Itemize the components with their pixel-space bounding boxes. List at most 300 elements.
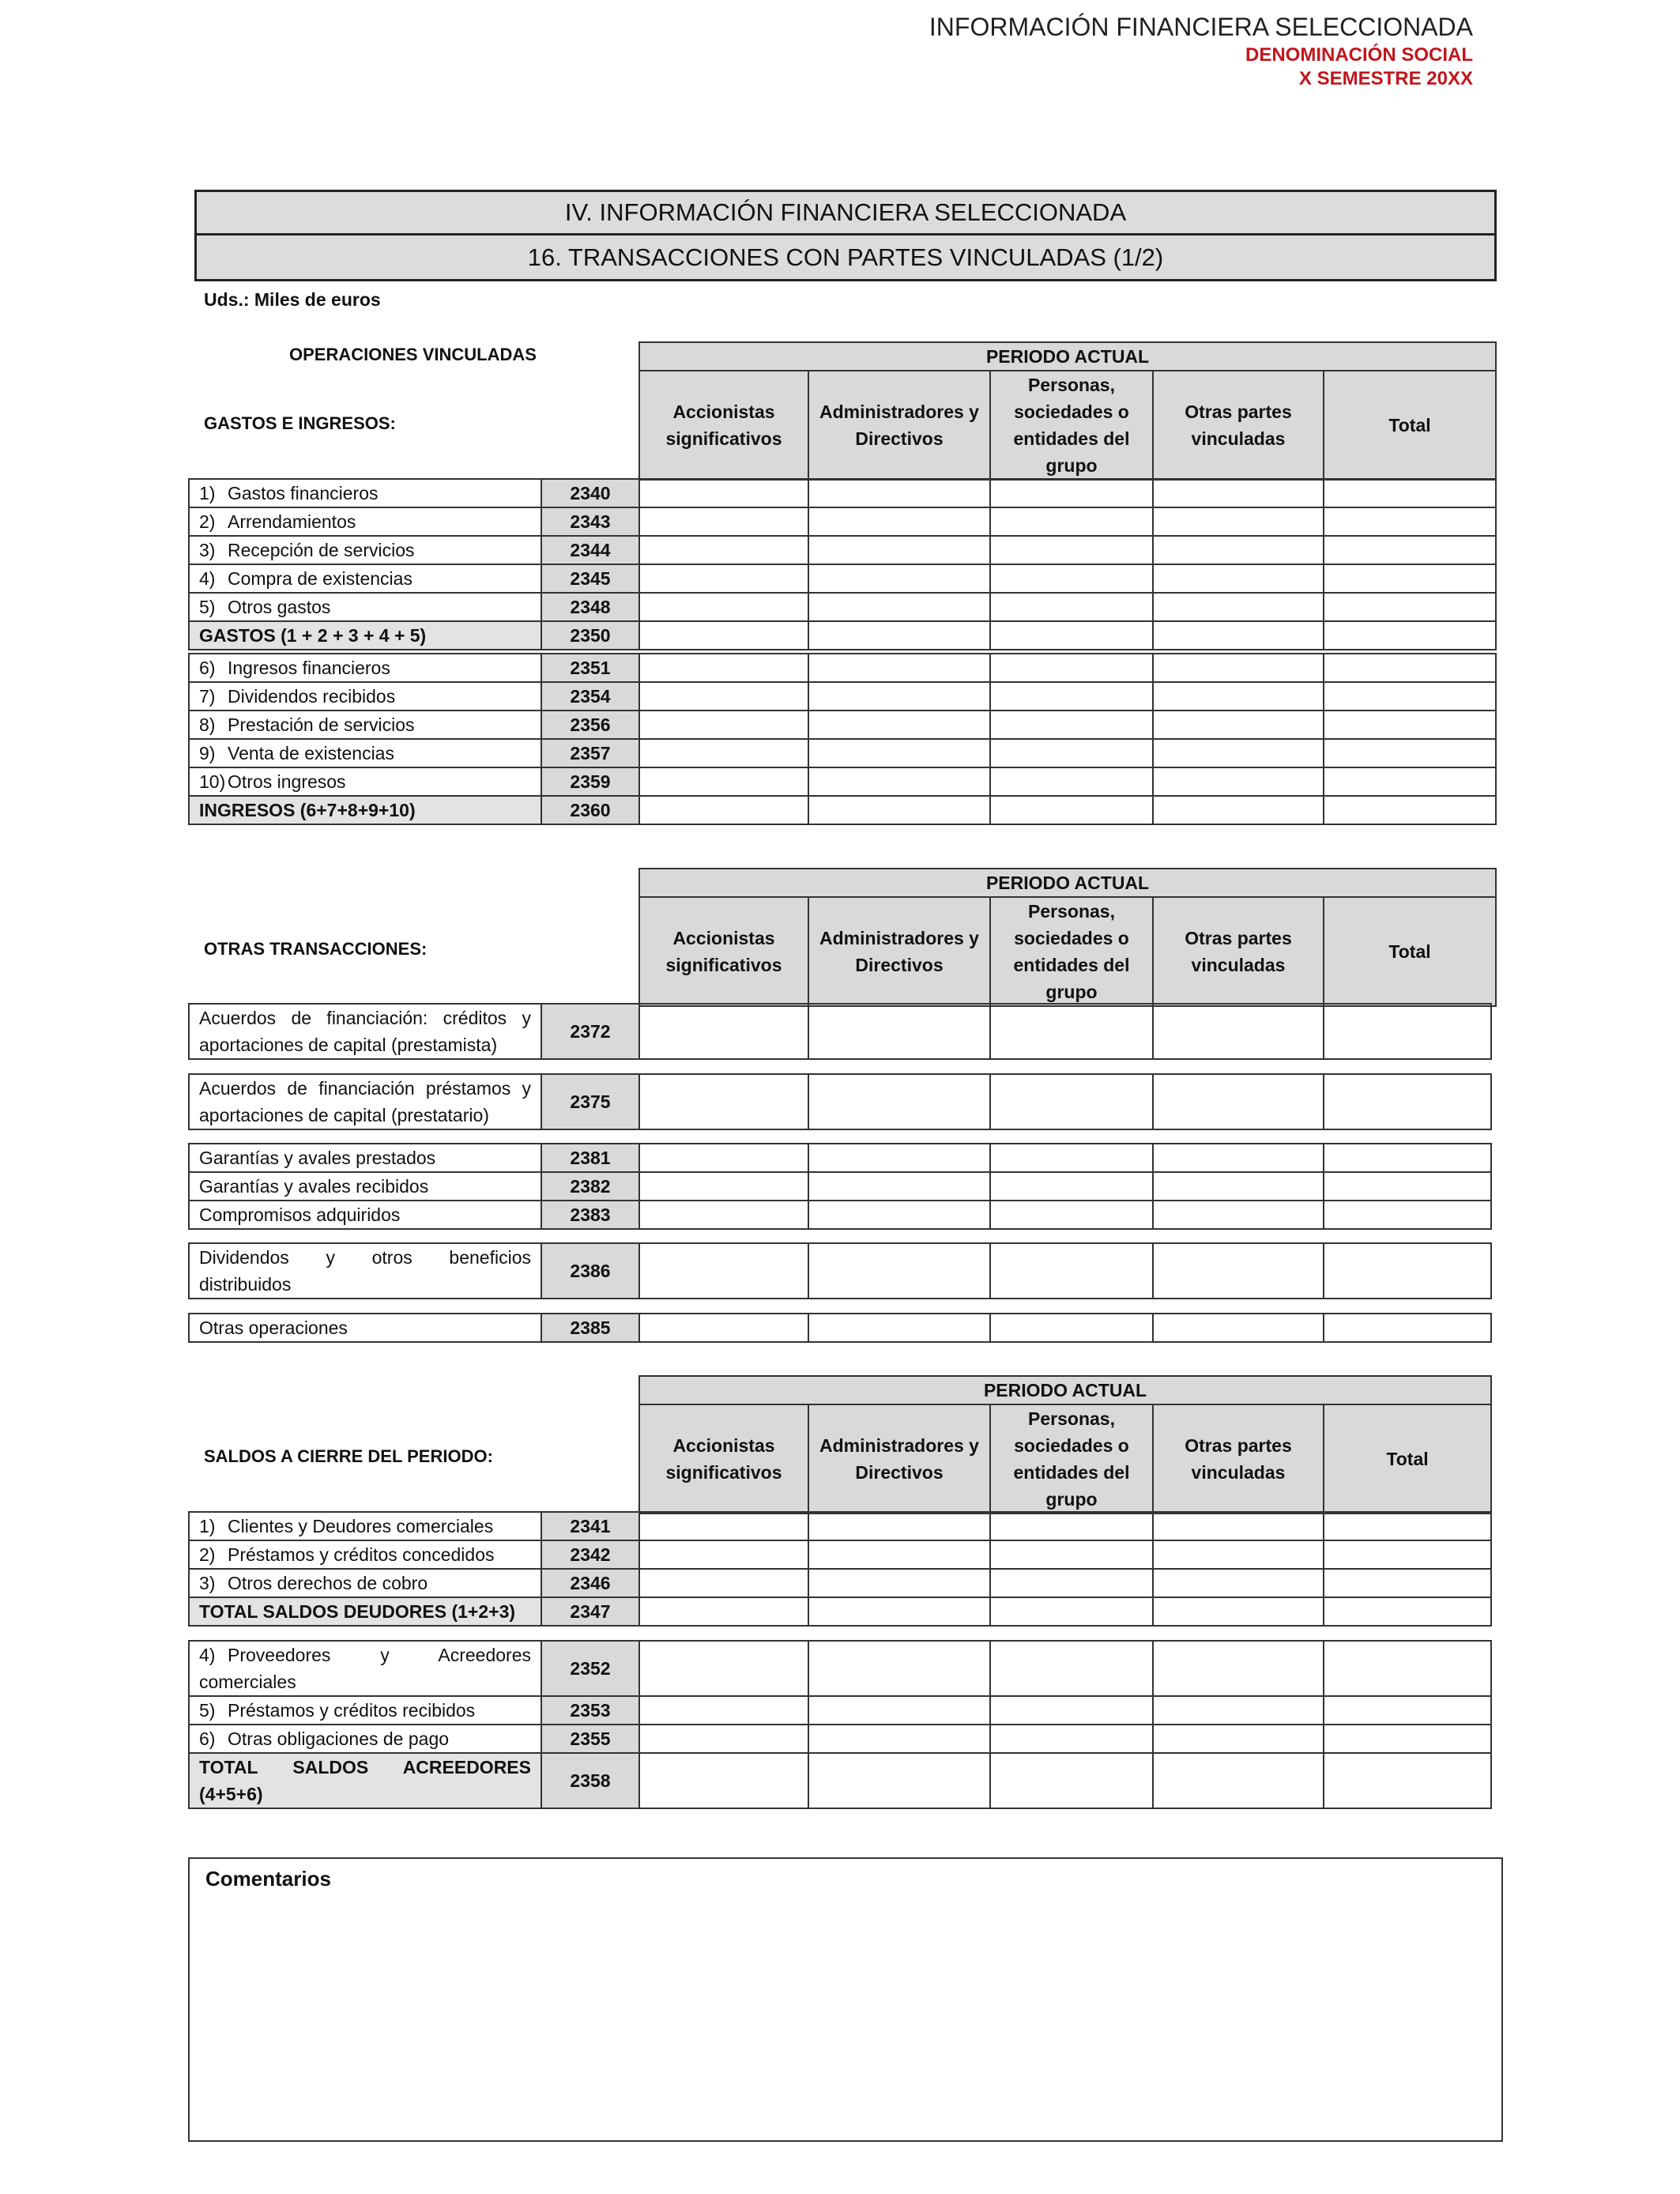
row-code: 2372 bbox=[541, 1004, 639, 1059]
value-cell-accionistas[interactable] bbox=[639, 1074, 808, 1129]
value-cell-administradores[interactable] bbox=[808, 1753, 990, 1808]
row-label-text: Gastos financieros bbox=[228, 482, 379, 503]
value-cell-grupo[interactable] bbox=[990, 479, 1153, 507]
value-cell-accionistas[interactable] bbox=[639, 711, 808, 739]
value-cell-accionistas[interactable] bbox=[639, 1004, 808, 1059]
value-cell-grupo[interactable] bbox=[990, 739, 1153, 767]
row-label bbox=[189, 739, 541, 767]
row-number: 7) bbox=[199, 685, 216, 707]
value-cell-accionistas[interactable] bbox=[639, 507, 808, 536]
period-header: PERIODO ACTUAL bbox=[639, 1376, 1491, 1404]
table-row bbox=[189, 654, 1496, 682]
row-number: 3) bbox=[199, 1572, 216, 1593]
value-cell-administradores[interactable] bbox=[808, 1074, 990, 1129]
table-row bbox=[189, 1172, 1491, 1201]
row-label bbox=[189, 1243, 541, 1299]
value-cell-grupo[interactable] bbox=[990, 1314, 1153, 1342]
row-label bbox=[189, 1540, 541, 1569]
value-cell-accionistas[interactable] bbox=[639, 479, 808, 507]
row-label-text: Ingresos financieros bbox=[228, 657, 390, 678]
value-cell-accionistas[interactable] bbox=[639, 1725, 808, 1753]
value-cell-total[interactable] bbox=[1324, 1569, 1491, 1597]
row-code: 2356 bbox=[541, 711, 639, 739]
row-code: 2382 bbox=[541, 1172, 639, 1201]
row-number: 6) bbox=[199, 1728, 216, 1749]
row-number: 1) bbox=[199, 482, 216, 503]
value-cell-otras[interactable] bbox=[1153, 536, 1324, 564]
value-cell-otras[interactable] bbox=[1153, 1753, 1324, 1808]
row-code: 2342 bbox=[541, 1540, 639, 1569]
value-cell-total[interactable] bbox=[1324, 1753, 1491, 1808]
value-cell-grupo[interactable] bbox=[990, 1753, 1153, 1808]
col-header-administradores: Administradores y Directivos bbox=[808, 897, 990, 1006]
value-cell-otras[interactable] bbox=[1153, 796, 1324, 824]
value-cell-total[interactable] bbox=[1324, 593, 1496, 621]
value-cell-accionistas[interactable] bbox=[639, 1569, 808, 1597]
table-row bbox=[189, 1540, 1491, 1569]
value-cell-accionistas[interactable] bbox=[639, 536, 808, 564]
row-code: 2381 bbox=[541, 1144, 639, 1172]
col-header-otras: Otras partes vinculadas bbox=[1153, 897, 1324, 1006]
row-label bbox=[189, 507, 541, 536]
otras-table-1 bbox=[188, 1003, 1492, 1060]
row-code: 2341 bbox=[541, 1512, 639, 1540]
value-cell-otras[interactable] bbox=[1153, 621, 1324, 650]
row-label-text: Préstamos y créditos recibidos bbox=[228, 1699, 476, 1721]
value-cell-accionistas[interactable] bbox=[639, 621, 808, 650]
table-row bbox=[189, 593, 1496, 621]
table-row bbox=[189, 1641, 1491, 1696]
row-label-text: Compra de existencias bbox=[228, 567, 412, 589]
value-cell-total[interactable] bbox=[1324, 1144, 1491, 1172]
otras-table-2 bbox=[188, 1073, 1492, 1130]
value-cell-administradores[interactable] bbox=[808, 682, 990, 711]
row-number: 10) bbox=[199, 771, 226, 792]
value-cell-total[interactable] bbox=[1324, 479, 1496, 507]
value-cell-accionistas[interactable] bbox=[639, 796, 808, 824]
value-cell-otras[interactable] bbox=[1153, 711, 1324, 739]
units-label: Uds.: Miles de euros bbox=[204, 289, 381, 310]
value-cell-total[interactable] bbox=[1324, 1597, 1491, 1626]
value-cell-administradores[interactable] bbox=[808, 654, 990, 682]
row-code: 2344 bbox=[541, 536, 639, 564]
table-row bbox=[189, 1753, 1491, 1808]
value-cell-grupo[interactable] bbox=[990, 1172, 1153, 1201]
row-label-text: Dividendos y otros beneficios distribuidos bbox=[199, 1247, 531, 1295]
otras-table-4 bbox=[188, 1242, 1492, 1299]
value-cell-total[interactable] bbox=[1324, 1696, 1491, 1725]
row-code: 2347 bbox=[541, 1597, 639, 1626]
row-code: 2355 bbox=[541, 1725, 639, 1753]
value-cell-total[interactable] bbox=[1324, 507, 1496, 536]
row-label bbox=[189, 1725, 541, 1753]
section1-heading: OPERACIONES VINCULADAS bbox=[289, 345, 537, 364]
row-label-text: Dividendos recibidos bbox=[228, 685, 396, 707]
value-cell-grupo[interactable] bbox=[990, 593, 1153, 621]
value-cell-administradores[interactable] bbox=[808, 739, 990, 767]
gastos-table bbox=[188, 478, 1497, 650]
col-header-otras: Otras partes vinculadas bbox=[1153, 1404, 1324, 1514]
value-cell-accionistas[interactable] bbox=[639, 1696, 808, 1725]
col-header-administradores: Administradores y Directivos bbox=[808, 371, 990, 480]
row-number: 2) bbox=[199, 511, 216, 532]
value-cell-accionistas[interactable] bbox=[639, 1597, 808, 1626]
value-cell-total[interactable] bbox=[1324, 1641, 1491, 1696]
value-cell-total[interactable] bbox=[1324, 739, 1496, 767]
value-cell-administradores[interactable] bbox=[808, 564, 990, 593]
value-cell-grupo[interactable] bbox=[990, 1540, 1153, 1569]
row-code: 2340 bbox=[541, 479, 639, 507]
value-cell-accionistas[interactable] bbox=[639, 593, 808, 621]
value-cell-total[interactable] bbox=[1324, 536, 1496, 564]
value-cell-otras[interactable] bbox=[1153, 1512, 1324, 1540]
col-header-administradores: Administradores y Directivos bbox=[808, 1404, 990, 1514]
value-cell-administradores[interactable] bbox=[808, 1201, 990, 1229]
table-row bbox=[189, 1314, 1491, 1342]
row-label bbox=[189, 1753, 541, 1808]
table-row bbox=[189, 1243, 1491, 1299]
value-cell-total[interactable] bbox=[1324, 1314, 1491, 1342]
row-label bbox=[189, 1074, 541, 1129]
row-number: 5) bbox=[199, 596, 216, 617]
value-cell-administradores[interactable] bbox=[808, 1144, 990, 1172]
value-cell-grupo[interactable] bbox=[990, 1725, 1153, 1753]
value-cell-administradores[interactable] bbox=[808, 621, 990, 650]
row-label bbox=[189, 1597, 541, 1626]
value-cell-otras[interactable] bbox=[1153, 1597, 1324, 1626]
value-cell-total[interactable] bbox=[1324, 1004, 1491, 1059]
row-label-text: Garantías y avales prestados bbox=[199, 1147, 436, 1168]
value-cell-total[interactable] bbox=[1324, 1243, 1491, 1299]
row-code: 2353 bbox=[541, 1696, 639, 1725]
row-code: 2343 bbox=[541, 507, 639, 536]
value-cell-total[interactable] bbox=[1324, 1074, 1491, 1129]
table-row bbox=[189, 1004, 1491, 1059]
row-label-text: Acuerdos de financiación: créditos y aportaciones de capital (prestamista) bbox=[199, 1008, 531, 1055]
table-row bbox=[189, 621, 1496, 650]
row-label-text: Otras obligaciones de pago bbox=[228, 1728, 450, 1749]
row-label-text: Clientes y Deudores comerciales bbox=[228, 1515, 494, 1536]
table-row bbox=[189, 564, 1496, 593]
row-number: 3) bbox=[199, 539, 216, 560]
row-label bbox=[189, 479, 541, 507]
value-cell-otras[interactable] bbox=[1153, 1725, 1324, 1753]
table-row bbox=[189, 796, 1496, 824]
col-header-otras: Otras partes vinculadas bbox=[1153, 371, 1324, 480]
value-cell-grupo[interactable] bbox=[990, 564, 1153, 593]
table-row bbox=[189, 767, 1496, 796]
value-cell-administradores[interactable] bbox=[808, 1004, 990, 1059]
row-label bbox=[189, 1641, 541, 1696]
row-label bbox=[189, 711, 541, 739]
period-header: PERIODO ACTUAL bbox=[639, 342, 1496, 371]
row-label-text: Otros ingresos bbox=[228, 771, 346, 792]
row-label-text: Otros derechos de cobro bbox=[228, 1572, 428, 1593]
value-cell-grupo[interactable] bbox=[990, 1569, 1153, 1597]
row-label bbox=[189, 1314, 541, 1342]
value-cell-total[interactable] bbox=[1324, 682, 1496, 711]
value-cell-otras[interactable] bbox=[1153, 1004, 1324, 1059]
value-cell-administradores[interactable] bbox=[808, 1243, 990, 1299]
row-code: 2348 bbox=[541, 593, 639, 621]
row-label bbox=[189, 654, 541, 682]
section-banner: IV. INFORMACIÓN FINANCIERA SELECCIONADA bbox=[194, 190, 1497, 236]
value-cell-grupo[interactable] bbox=[990, 536, 1153, 564]
value-cell-otras[interactable] bbox=[1153, 593, 1324, 621]
col-header-total: Total bbox=[1324, 371, 1496, 480]
row-label bbox=[189, 682, 541, 711]
value-cell-administradores[interactable] bbox=[808, 536, 990, 564]
value-cell-otras[interactable] bbox=[1153, 507, 1324, 536]
row-code: 2357 bbox=[541, 739, 639, 767]
value-cell-total[interactable] bbox=[1324, 1540, 1491, 1569]
value-cell-accionistas[interactable] bbox=[639, 1172, 808, 1201]
value-cell-administradores[interactable] bbox=[808, 711, 990, 739]
row-label-text: TOTAL SALDOS DEUDORES (1+2+3) bbox=[199, 1600, 516, 1622]
report-title: INFORMACIÓN FINANCIERA SELECCIONADA bbox=[929, 13, 1473, 41]
value-cell-accionistas[interactable] bbox=[639, 1144, 808, 1172]
value-cell-accionistas[interactable] bbox=[639, 1243, 808, 1299]
section3-column-header bbox=[638, 1375, 1492, 1514]
company-name: DENOMINACIÓN SOCIAL bbox=[1245, 44, 1473, 66]
value-cell-grupo[interactable] bbox=[990, 767, 1153, 796]
value-cell-total[interactable] bbox=[1324, 767, 1496, 796]
table-row bbox=[189, 1201, 1491, 1229]
value-cell-otras[interactable] bbox=[1153, 1172, 1324, 1201]
row-label-text: INGRESOS (6+7+8+9+10) bbox=[199, 799, 416, 820]
section1-subheading: GASTOS E INGRESOS: bbox=[204, 413, 396, 433]
table-row bbox=[189, 682, 1496, 711]
value-cell-accionistas[interactable] bbox=[639, 1641, 808, 1696]
value-cell-grupo[interactable] bbox=[990, 1004, 1153, 1059]
col-header-grupo: Personas, sociedades o entidades del grupo bbox=[990, 1404, 1153, 1514]
value-cell-administradores[interactable] bbox=[808, 1172, 990, 1201]
value-cell-accionistas[interactable] bbox=[639, 654, 808, 682]
row-label-text: Venta de existencias bbox=[228, 742, 394, 763]
value-cell-administradores[interactable] bbox=[808, 1641, 990, 1696]
value-cell-accionistas[interactable] bbox=[639, 1314, 808, 1342]
row-number: 4) bbox=[199, 1645, 216, 1665]
row-code: 2354 bbox=[541, 682, 639, 711]
value-cell-accionistas[interactable] bbox=[639, 1512, 808, 1540]
value-cell-accionistas[interactable] bbox=[639, 1540, 808, 1569]
value-cell-total[interactable] bbox=[1324, 796, 1496, 824]
table-row bbox=[189, 1144, 1491, 1172]
col-header-grupo: Personas, sociedades o entidades del grupo bbox=[990, 371, 1153, 480]
row-label bbox=[189, 564, 541, 593]
row-code: 2352 bbox=[541, 1641, 639, 1696]
col-header-accionistas: Accionistas significativos bbox=[639, 1404, 808, 1514]
value-cell-total[interactable] bbox=[1324, 711, 1496, 739]
row-label-text: Otros gastos bbox=[228, 596, 331, 617]
section2-subheading: OTRAS TRANSACCIONES: bbox=[204, 939, 428, 959]
value-cell-otras[interactable] bbox=[1153, 739, 1324, 767]
row-label-text: Acuerdos de financiación préstamos y aportaciones de capital (prestatario) bbox=[199, 1078, 531, 1125]
value-cell-administradores[interactable] bbox=[808, 1725, 990, 1753]
value-cell-otras[interactable] bbox=[1153, 767, 1324, 796]
value-cell-grupo[interactable] bbox=[990, 1512, 1153, 1540]
col-header-total: Total bbox=[1324, 1404, 1491, 1514]
value-cell-otras[interactable] bbox=[1153, 1540, 1324, 1569]
row-code: 2386 bbox=[541, 1243, 639, 1299]
value-cell-grupo[interactable] bbox=[990, 621, 1153, 650]
value-cell-accionistas[interactable] bbox=[639, 1753, 808, 1808]
row-label-text: Recepción de servicios bbox=[228, 539, 415, 560]
row-code: 2358 bbox=[541, 1753, 639, 1808]
value-cell-accionistas[interactable] bbox=[639, 767, 808, 796]
value-cell-otras[interactable] bbox=[1153, 1314, 1324, 1342]
value-cell-grupo[interactable] bbox=[990, 507, 1153, 536]
table-row bbox=[189, 1074, 1491, 1129]
row-label bbox=[189, 1172, 541, 1201]
row-code: 2375 bbox=[541, 1074, 639, 1129]
comments-box[interactable] bbox=[188, 1857, 1503, 2142]
row-label bbox=[189, 1144, 541, 1172]
otras-table-5 bbox=[188, 1313, 1492, 1343]
row-label-text: Arrendamientos bbox=[228, 511, 356, 532]
value-cell-otras[interactable] bbox=[1153, 1201, 1324, 1229]
value-cell-accionistas[interactable] bbox=[639, 564, 808, 593]
report-period: X SEMESTRE 20XX bbox=[1298, 68, 1473, 89]
row-label bbox=[189, 536, 541, 564]
row-code: 2359 bbox=[541, 767, 639, 796]
value-cell-administradores[interactable] bbox=[808, 1597, 990, 1626]
row-label bbox=[189, 767, 541, 796]
table-row bbox=[189, 507, 1496, 536]
row-label bbox=[189, 593, 541, 621]
value-cell-total[interactable] bbox=[1324, 564, 1496, 593]
row-label-text: Préstamos y créditos concedidos bbox=[228, 1544, 495, 1565]
row-code: 2350 bbox=[541, 621, 639, 650]
value-cell-administradores[interactable] bbox=[808, 1540, 990, 1569]
value-cell-accionistas[interactable] bbox=[639, 1201, 808, 1229]
row-label-text: Compromisos adquiridos bbox=[199, 1204, 401, 1225]
value-cell-otras[interactable] bbox=[1153, 1243, 1324, 1299]
table-row bbox=[189, 1512, 1491, 1540]
col-header-grupo: Personas, sociedades o entidades del grupo bbox=[990, 897, 1153, 1006]
value-cell-total[interactable] bbox=[1324, 1512, 1491, 1540]
value-cell-grupo[interactable] bbox=[990, 796, 1153, 824]
row-label bbox=[189, 796, 541, 824]
col-header-accionistas: Accionistas significativos bbox=[639, 371, 808, 480]
value-cell-administradores[interactable] bbox=[808, 1314, 990, 1342]
row-label-text: Garantías y avales recibidos bbox=[199, 1175, 429, 1197]
value-cell-otras[interactable] bbox=[1153, 479, 1324, 507]
value-cell-otras[interactable] bbox=[1153, 1074, 1324, 1129]
value-cell-administradores[interactable] bbox=[808, 1512, 990, 1540]
row-label bbox=[189, 621, 541, 650]
row-label bbox=[189, 1004, 541, 1059]
row-label bbox=[189, 1201, 541, 1229]
value-cell-total[interactable] bbox=[1324, 621, 1496, 650]
value-cell-administradores[interactable] bbox=[808, 767, 990, 796]
value-cell-administradores[interactable] bbox=[808, 1696, 990, 1725]
value-cell-otras[interactable] bbox=[1153, 1144, 1324, 1172]
ingresos-table bbox=[188, 653, 1497, 825]
value-cell-accionistas[interactable] bbox=[639, 739, 808, 767]
row-number: 1) bbox=[199, 1515, 216, 1536]
comments-title: Comentarios bbox=[205, 1867, 331, 1891]
row-number: 8) bbox=[199, 714, 216, 735]
value-cell-otras[interactable] bbox=[1153, 682, 1324, 711]
row-label bbox=[189, 1512, 541, 1540]
otras-table-3 bbox=[188, 1143, 1492, 1230]
value-cell-grupo[interactable] bbox=[990, 1074, 1153, 1129]
table-row bbox=[189, 479, 1496, 507]
value-cell-administradores[interactable] bbox=[808, 1569, 990, 1597]
value-cell-total[interactable] bbox=[1324, 1172, 1491, 1201]
row-number: 6) bbox=[199, 657, 216, 678]
value-cell-accionistas[interactable] bbox=[639, 682, 808, 711]
section2-column-header bbox=[638, 868, 1497, 1007]
table-row bbox=[189, 1597, 1491, 1626]
value-cell-otras[interactable] bbox=[1153, 564, 1324, 593]
section1-column-header bbox=[638, 341, 1497, 481]
value-cell-otras[interactable] bbox=[1153, 1569, 1324, 1597]
period-header: PERIODO ACTUAL bbox=[639, 869, 1496, 897]
table-row bbox=[189, 536, 1496, 564]
value-cell-grupo[interactable] bbox=[990, 682, 1153, 711]
row-code: 2360 bbox=[541, 796, 639, 824]
col-header-accionistas: Accionistas significativos bbox=[639, 897, 808, 1006]
value-cell-administradores[interactable] bbox=[808, 507, 990, 536]
value-cell-grupo[interactable] bbox=[990, 1641, 1153, 1696]
value-cell-grupo[interactable] bbox=[990, 1144, 1153, 1172]
value-cell-total[interactable] bbox=[1324, 654, 1496, 682]
row-number: 5) bbox=[199, 1699, 216, 1721]
value-cell-otras[interactable] bbox=[1153, 654, 1324, 682]
row-label bbox=[189, 1569, 541, 1597]
row-number: 9) bbox=[199, 742, 216, 763]
value-cell-total[interactable] bbox=[1324, 1725, 1491, 1753]
value-cell-grupo[interactable] bbox=[990, 1201, 1153, 1229]
row-code: 2345 bbox=[541, 564, 639, 593]
acreedores-table bbox=[188, 1640, 1492, 1809]
row-code: 2351 bbox=[541, 654, 639, 682]
value-cell-grupo[interactable] bbox=[990, 1696, 1153, 1725]
section3-subheading: SALDOS A CIERRE DEL PERIODO: bbox=[204, 1446, 493, 1466]
value-cell-otras[interactable] bbox=[1153, 1641, 1324, 1696]
table-row bbox=[189, 739, 1496, 767]
value-cell-grupo[interactable] bbox=[990, 711, 1153, 739]
table-row bbox=[189, 711, 1496, 739]
row-label-text: Prestación de servicios bbox=[228, 714, 415, 735]
value-cell-administradores[interactable] bbox=[808, 479, 990, 507]
value-cell-total[interactable] bbox=[1324, 1201, 1491, 1229]
value-cell-administradores[interactable] bbox=[808, 593, 990, 621]
row-code: 2346 bbox=[541, 1569, 639, 1597]
table-row bbox=[189, 1725, 1491, 1753]
row-label-text: Proveedores y Acreedores comerciales bbox=[199, 1645, 531, 1692]
row-label bbox=[189, 1696, 541, 1725]
row-label-text: GASTOS (1 + 2 + 3 + 4 + 5) bbox=[199, 624, 427, 646]
row-label-text: Otras operaciones bbox=[199, 1317, 348, 1338]
value-cell-otras[interactable] bbox=[1153, 1696, 1324, 1725]
value-cell-grupo[interactable] bbox=[990, 1597, 1153, 1626]
col-header-total: Total bbox=[1324, 897, 1496, 1006]
row-number: 2) bbox=[199, 1544, 216, 1565]
value-cell-administradores[interactable] bbox=[808, 796, 990, 824]
subsection-banner: 16. TRANSACCIONES CON PARTES VINCULADAS (1/2) bbox=[194, 236, 1497, 281]
row-number: 4) bbox=[199, 567, 216, 589]
deudores-table bbox=[188, 1511, 1492, 1627]
value-cell-grupo[interactable] bbox=[990, 1243, 1153, 1299]
table-row bbox=[189, 1696, 1491, 1725]
row-label-text: TOTAL SALDOS ACREEDORES (4+5+6) bbox=[199, 1757, 531, 1804]
row-code: 2383 bbox=[541, 1201, 639, 1229]
table-row bbox=[189, 1569, 1491, 1597]
value-cell-grupo[interactable] bbox=[990, 654, 1153, 682]
